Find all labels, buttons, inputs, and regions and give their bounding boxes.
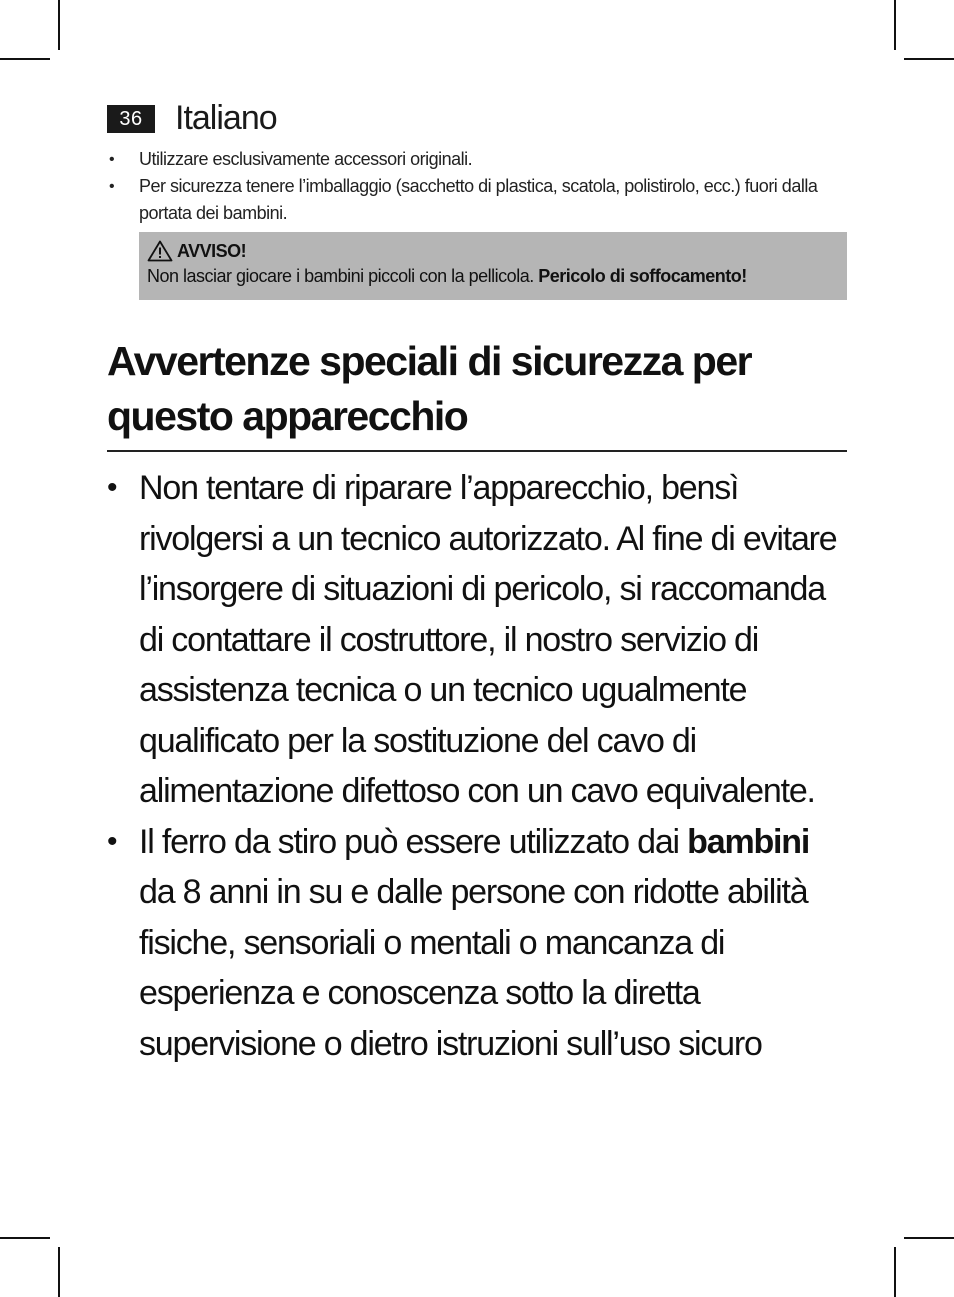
bullet: • xyxy=(109,151,115,168)
crop-mark xyxy=(58,0,60,50)
crop-mark xyxy=(894,0,896,50)
warning-emphasis: Pericolo di soffocamento! xyxy=(538,266,747,286)
list-item: • Utilizzare esclusivamente accessori originali. xyxy=(107,146,847,173)
list-item: • Per sicurezza tenere l’imballaggio (sacchetto di plastica, scatola, polistirolo, ecc.) fuori dalla portata dei bambini. xyxy=(107,173,847,227)
warning-title: AVVISO! xyxy=(147,238,839,264)
crop-mark xyxy=(904,1237,954,1239)
crop-mark xyxy=(0,58,50,60)
bullet: • xyxy=(107,824,117,858)
page-number: 36 xyxy=(107,105,155,133)
warning-triangle-icon xyxy=(147,240,173,262)
section-title: Avvertenze speciali di sicurezza per questo apparecchio xyxy=(107,334,847,452)
list-item: • Non tentare di riparare l’apparecchio, bensì rivolgersi a un tecnico autorizzato. Al fine di evitare l’insorgere di situazioni di pericolo, si raccomanda di contattare il costruttore, il nostro servizio di assistenza tecnica o un tecnico ugualmente qualificato per la sostituzione del cavo di alimentazione difettoso con un cavo equivalente. xyxy=(107,463,847,817)
warning-box xyxy=(139,232,847,300)
intro-list xyxy=(107,146,847,227)
crop-mark xyxy=(0,1237,50,1239)
crop-mark xyxy=(58,1247,60,1297)
language-title: Italiano xyxy=(175,99,277,137)
crop-mark xyxy=(894,1247,896,1297)
safety-list xyxy=(107,463,847,1069)
crop-mark xyxy=(904,58,954,60)
bullet: • xyxy=(107,471,117,504)
warning-text: Non lasciar giocare i bambini piccoli con la pellicola. Pericolo di soffocamento! xyxy=(147,266,747,286)
bullet: • xyxy=(109,178,115,195)
list-item: • Il ferro da stiro può essere utilizzato dai bambini da 8 anni in su e dalle persone con ridotte abilità fisiche, sensoriali o mentali o mancanza di esperienza e conoscenza sotto la diretta supervisione o dietro istruzioni sull’uso sicuro xyxy=(107,817,847,1070)
page-header xyxy=(107,99,277,138)
